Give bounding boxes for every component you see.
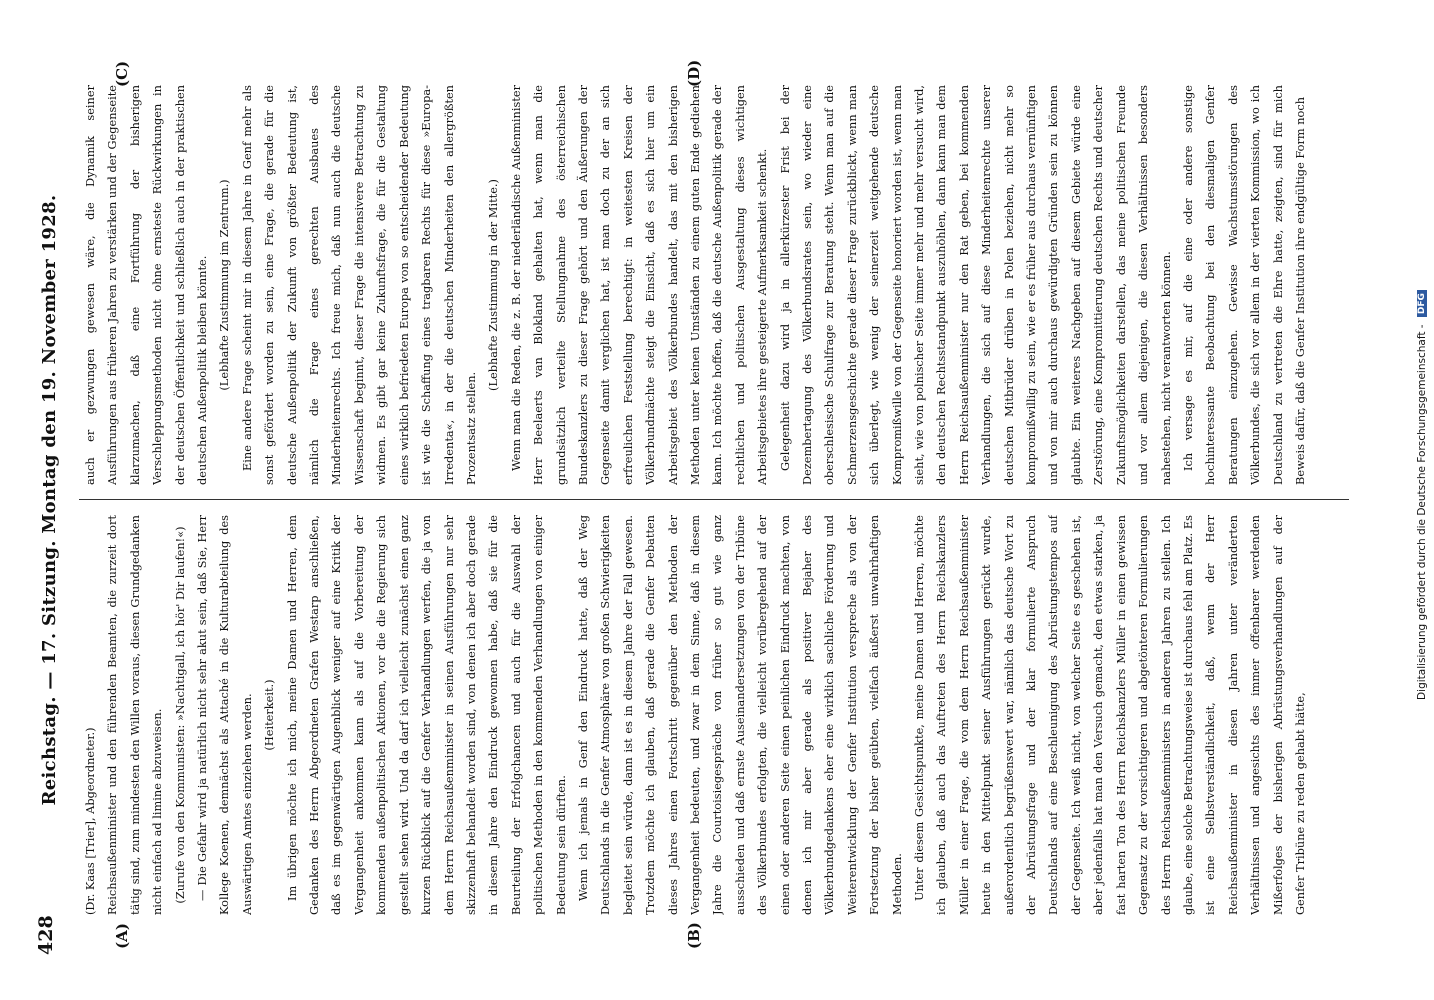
interjection: (Zurufe von den Kommunisten: »Nachtigall, ich hör' Dir laufen!«)	[172, 526, 187, 904]
column-divider	[79, 499, 1349, 500]
margin-marker-d: (D)	[685, 59, 703, 87]
page-header-title: Reichstag. — 17. Sitzung. Montag den 19. November 1928.	[39, 194, 60, 806]
margin-marker-a: (A)	[113, 923, 131, 949]
paragraph: — Die Gefahr wird ja natürlich nicht sehr akut sein, daß Sie, Herr Kollege Koenen, demnächst als Attaché in die Kulturabteilung des Auswärtigen Amtes einziehen werden.	[195, 515, 254, 915]
paragraph: auch er gezwungen gewesen wäre, die Dynamik seiner Ausführungen aus früheren Jahren zu verstärken und der Gegenseite klarzumachen, daß eine Fortführung der bisherigen Verschleppungsmethoden nicht ohne ernsteste Rückwirkungen in der deutschen Öffentlichkeit und schließlich auch in der praktischen deutschen Außenpolitik bleiben könnte.	[83, 85, 210, 485]
paragraph: Unter diesem Gesichtspunkte, meine Damen und Herren, möchte ich glauben, daß auch das Auftreten des Herrn Reichskanzlers Müller in einer Frage, die vom dem Herrn Reichsaußenminister heute in den Mittelpunkt seiner Ausführungen gerückt wurde, außerordentlich begrüßenswert war, nämlich das deutsche Wort zu der Abrüstungsfrage und der klar formulierte Anspruch Deutschlands auf eine Beschleunigung des Abrüstungstempos auf der Gegenseite. Ich weiß nicht, von welcher Seite es geschehen ist, aber jedenfalls hat man den Versuch gemacht, den etwas starken, ja fast harten Ton des Herrn Reichskanzlers Müller in einen gewissen Gegensatz zu der vorsichtigeren und abgetönteren Formulierungen des Herrn Reichsaußenministers in anderen Jahren zu stellen. Ich glaube, eine solche Betrachtungsweise ist durchaus fehl am Platz. Es ist eine Selbstverständlichkeit, daß, wenn der Herr Reichsaußenminister in diesen Jahren unter veränderten Verhältnissen und angesichts des immer offenbarer werdenden Mißerfolges der bisherigen Abrüstungsverhandlungen auf der Genfer Tribüne zu reden gehabt hätte,	[912, 515, 1307, 915]
paragraph: Ich versage es mir, auf die eine oder andere sonstige hochinteressante Beobachtung bei den diesmaligen Genfer Beratungen einzugehen. Gewisse Wachstumsstörungen des Völkerbundes, die sich vor allem in der vierten Kommission, wo ich Deutschland zu vertreten die Ehre hatte, zeigten, sind für mich Beweis dafür, daß die Genfer Institution ihre endgültige Form noch	[1180, 85, 1307, 485]
rotated-page	[35, 45, 1425, 955]
interjection: (Lebhafte Zustimmung im Zentrum.)	[217, 179, 232, 391]
paragraph: Eine andere Frage scheint mir in diesem Jahre in Genf mehr als sonst gefördert worden zu sein, eine Frage, die gerade für die deutsche Außenpolitik der Zukunft von größter Bedeutung ist, nämlich die Frage eines gerechten Ausbaues des Minderheitenrechts. Ich freue mich, daß nun auch die deutsche Wissenschaft beginnt, dieser Frage die intensivere Betrachtung zu widmen. Es gibt gar keine Zukunftsfrage, die für die Gestaltung eines wirklich befriedeten Europa von so entscheidender Bedeutung ist wie die Schaffung eines tragbaren Rechts für diese »Europa-Irredenta«, in der die deutschen Minderheiten den allergrößten Prozentsatz stellen.	[239, 85, 478, 485]
interjection: (Lebhafte Zustimmung in der Mitte.)	[486, 179, 501, 391]
left-text-column	[79, 515, 1349, 915]
paragraph: Im übrigen möchte ich mich, meine Damen und Herren, dem Gedanken des Herrn Abgeordneten Grafen Westarp anschließen, daß es im gegenwärtigen Augenblick weniger auf eine Kritik der Vergangenheit ankommen kann als auf die Vorbereitung der kommenden außenpolitischen Aktionen, vor die die Regierung sich gestellt sehen wird. Und da darf ich vielleicht zunächst einen ganz kurzen Rückblick auf die Genfer Verhandlungen werfen, die ja von dem Herrn Reichsaußenminister in seinen Ausführungen nur sehr skizzenhaft behandelt worden sind, von denen ich aber doch gerade in diesem Jahre den Eindruck gewonnen habe, daß sie für die Beurteilung der Erfolgchancen und auch für die Auswahl der politischen Methoden in den kommenden Verhandlungen von einiger Bedeutung sein dürften.	[284, 515, 568, 915]
paragraph: Wenn man die Reden, die z. B. der niederländische Außenminister Herr Beelaerts van Blokland gehalten hat, wenn man die grundsätzlich verteilte Stellungnahme des österreichischen Bundeskanzlers zu dieser Frage gehört und den Äußerungen der Gegenseite damit verglichen hat, ist man doch zu der an sich erfreulichen Feststellung berechtigt: in weitesten Kreisen der Völkerbundmächte steigt die Einsicht, daß es sich hier um ein Arbeitsgebiet des Völkerbundes handelt, das mit den bisherigen Methoden unter keinen Umständen zu einem guten Ende gediehen kann. Ich möchte hoffen, daß die deutsche Außenpolitik gerade der rechtlichen und politischen Ausgestaltung dieses wichtigen Arbeitsgebietes ihre gesteigerte Aufmerksamkeit schenkt.	[508, 85, 770, 485]
page-number: 428	[35, 915, 57, 955]
paragraph: Reichsaußenminister und den führenden Beamten, die zurzeit dort tätig sind, zum mindesten den Willen voraus, diesen Grundgedanken nicht einfach ad limine abzuweisen.	[105, 515, 165, 915]
margin-marker-c: (C)	[113, 60, 131, 87]
margin-marker-b: (B)	[685, 922, 703, 949]
interjection: (Heiterkeit.)	[262, 679, 277, 751]
credit-text: Digitalisierung gefördert durch die Deutsche Forschungsgemeinschaft -	[1416, 324, 1428, 700]
speaker-label: (Dr. Kaas [Trier], Abgeordneter.)	[83, 727, 97, 915]
paragraph: Gelegenheit dazu wird ja in allerkürzester Frist bei der Dezembertagung des Völkerbundsrates sein, wo wieder eine oberschlesische Schulfrage zur Beratung steht. Wenn man auf die Schmerzensgeschichte gerade dieser Frage zurückblickt, wenn man sich überlegt, wie wenig der seinerzeit weitgehende deutsche Kompromißwille von der Gegenseite honoriert worden ist, wenn man sieht, wie von polnischer Seite immer mehr und mehr versucht wird, den deutschen Rechtsstandpunkt auszuhöhlen, dann kann man dem Herrn Reichsaußenminister nur den Rat geben, bei kommenden Verhandlungen, die sich auf diese Minderheitenrechte unserer deutschen Mitbrüder drüben in Polen beziehen, nicht mehr so kompromißwillig zu sein, wie er es früher aus durchaus vernünftigen und von mir auch durchaus gewürdigten Gründen sein zu können glaubte. Ein weiteres Nachgeben auf diesem Gebiete würde eine Zerstörung, eine Kompromittierung deutschen Rechts und deutscher Zukunftsmöglichkeiten darstellen, das meine politischen Freunde und vor allem diejenigen, die diesen Verhältnissen besonders nahestehen, nicht verantworten können.	[777, 85, 1173, 485]
digitization-credit	[1416, 0, 1430, 990]
dfg-logo: DFG	[1417, 290, 1427, 317]
right-text-column	[79, 85, 1349, 485]
paragraph: Wenn ich jemals in Genf den Eindruck hatte, daß der Weg Deutschlands in die Genfer Atmosphäre von großen Schwierigkeiten begleitet sein würde, dann ist es in diesem Jahre der Fall gewesen. Trotzdem möchte ich glauben, daß gerade die Genfer Debatten dieses Jahres einen Fortschritt gegenüber den Methoden der Vergangenheit bedeuten, und zwar in dem Sinne, daß in diesem Jahre die Courtoisiegespräche von früher so gut wie ganz ausschieden und daß ernste Auseinandersetzungen von der Tribüne des Völkerbundes erfolgten, die vielleicht vorübergehend auf der einen oder anderen Seite einen peinlichen Eindruck machten, von denen ich mir aber gerade als positiver Bejaher des Völkerbundgedankens eher eine wirklich sachliche Förderung und Weiterentwicklung der Genfer Institution verspreche als von der Fortsetzung der bisher geübten, vielfach äußerst unwahrhaftigen Methoden.	[575, 515, 904, 915]
